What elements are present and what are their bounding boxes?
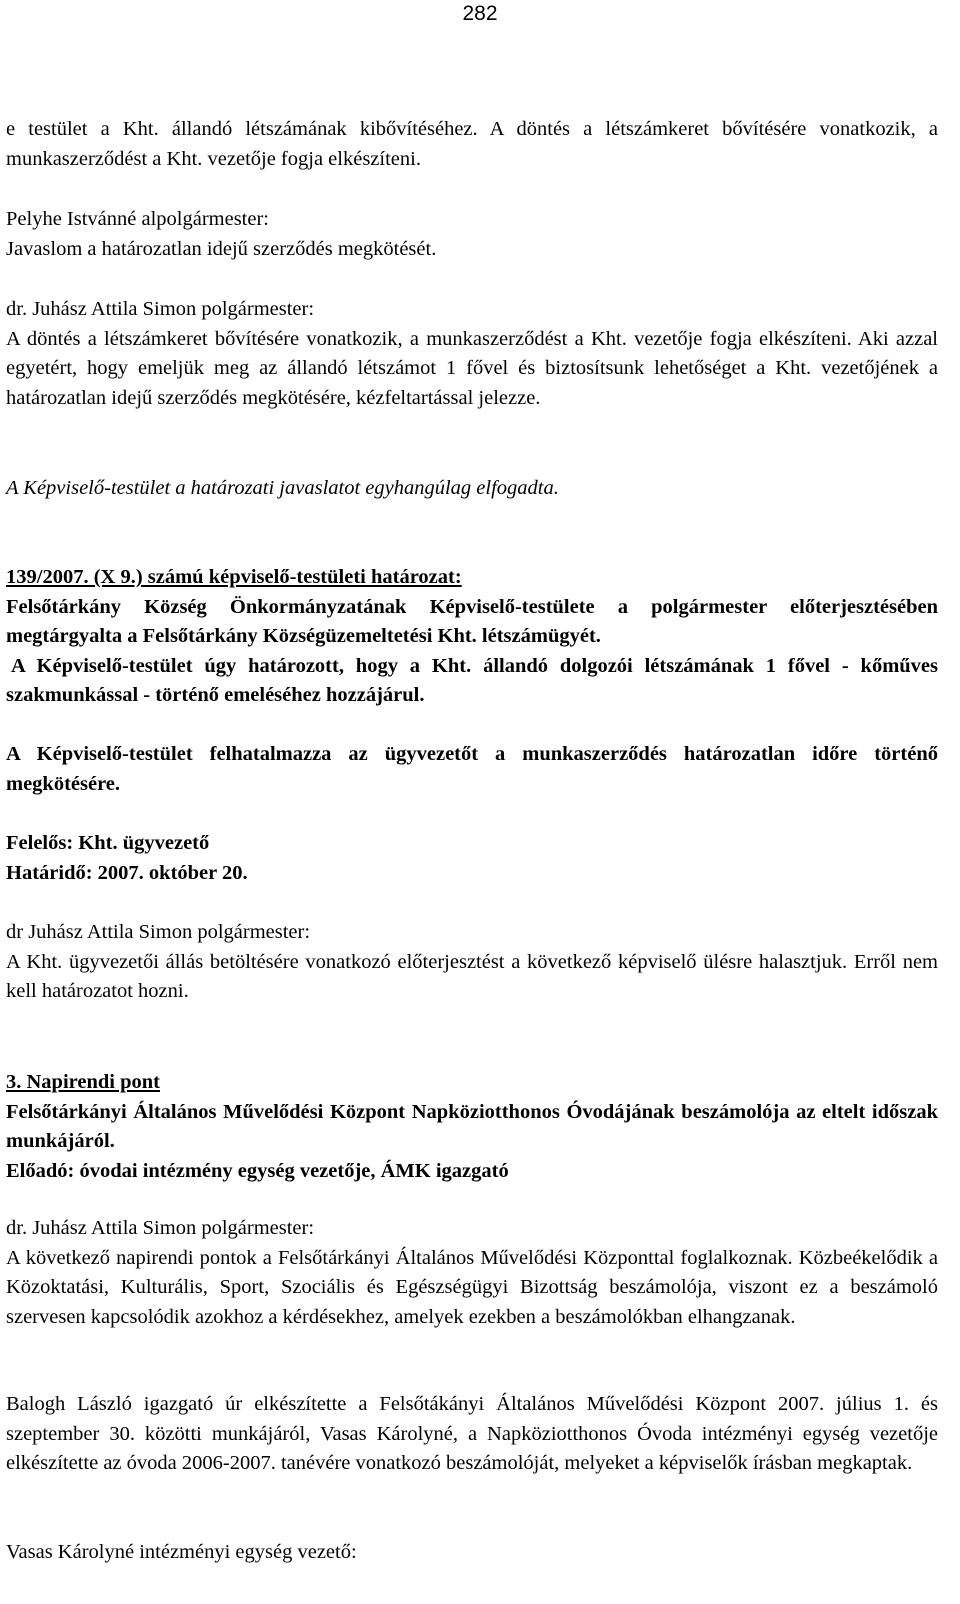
- agenda-label: 3. Napirendi pont: [6, 1071, 160, 1093]
- speaker-label: Pelyhe Istvánné alpolgármester:: [6, 208, 269, 230]
- speaker-label: dr. Juhász Attila Simon polgármester:: [6, 1217, 315, 1239]
- paragraph-mayor-2: [6, 918, 938, 1007]
- speaker-label: dr. Juhász Attila Simon polgármester:: [6, 298, 315, 320]
- resolution-text-2: A Képviselő-testület úgy határozott, hogy a Kht. állandó dolgozói létszámának 1 fővel - kőműves szakmunkással - történő emeléséhez hozzájárul.: [6, 654, 938, 706]
- resolution-deadline: Határidő: 2007. október 20.: [6, 861, 248, 884]
- speaker-label: Vasas Károlyné intézményi egység vezető:: [6, 1541, 357, 1563]
- page-number: 282: [462, 2, 498, 25]
- vote-result: A Képviselő-testület a határozati javaslatot egyhangúlag elfogadta.: [6, 477, 559, 499]
- paragraph-intro: e testület a Kht. állandó létszámának kibővítéséhez. A döntés a létszámkeret bővítésére vonatkozik, a munkaszerződést a Kht. vezetője fogja elkészíteni.: [6, 118, 938, 170]
- resolution-heading: 139/2007. (X 9.) számú képviselő-testületi határozat:: [6, 566, 462, 588]
- speaker-text: A döntés a létszámkeret bővítésére vonatkozik, a munkaszerződést a Kht. vezetője fogja elkészíteni. Aki azzal egyetért, hogy emeljük meg az állandó létszámot 1 fővel és biztosítsunk lehetőséget a Kht. vezetőjének a határozatlan idejű szerződés megkötésére, kézfeltartással jelezze.: [6, 327, 938, 409]
- speaker-text: A következő napirendi pontok a Felsőtárkányi Általános Művelődési Központtal foglalkoznak. Közbeékelődik a Közoktatási, Kulturális, Sport, Szociális és Egészségügyi Bizottság beszámolója, viszont ez a beszámoló szervesen kapcsolódik azokhoz a kérdésekhez, amelyek ezekben a beszámolókban elhangzanak.: [6, 1246, 938, 1328]
- resolution-text-1: Felsőtárkány Község Önkormányzatának Képviselő-testülete a polgármester előterjesztésében megtárgyalta a Felsőtárkány Községüzemeltetési Kht. létszámügyét.: [6, 595, 938, 647]
- speaker-label: dr Juhász Attila Simon polgármester:: [6, 921, 311, 943]
- resolution-responsible: Felelős: Kht. ügyvezető: [6, 832, 210, 854]
- paragraph-reports: Balogh László igazgató úr elkészítette a Felsőtákányi Általános Művelődési Központ 2007. július 1. és szeptember 30. közötti munkájáról, Vasas Károlyné, a Napköziotthonos Óvoda intézményi egység vezetője elkészítette az óvoda 2006-2007. tanévére vonatkozó beszámolóját, melyeket a képviselők írásban megkaptak.: [6, 1393, 938, 1474]
- agenda-item: [6, 1068, 938, 1186]
- resolution-block: [6, 563, 938, 711]
- agenda-title: Felsőtárkányi Általános Művelődési Központ Napköziotthonos Óvodájának beszámolója az eltelt időszak munkájáról.: [6, 1100, 938, 1152]
- resolution-text-3: A Képviselő-testület felhatalmazza az ügyvezetőt a munkaszerződés határozatlan időre történő megkötésére.: [6, 743, 938, 795]
- paragraph-mayor-3: [6, 1214, 938, 1332]
- paragraph-deputy-mayor: [6, 205, 938, 264]
- speaker-text: Javaslom a határozatlan idejű szerződés megkötését.: [6, 237, 437, 260]
- resolution-footer: [6, 829, 938, 888]
- speaker-text: A Kht. ügyvezetői állás betöltésére vonatkozó előterjesztést a következő képviselő ülésre halasztjuk. Erről nem kell határozatot hozni.: [6, 950, 938, 1002]
- paragraph-kindergarten-head: [6, 1538, 938, 1568]
- paragraph-mayor-1: [6, 295, 938, 413]
- agenda-presenter: Előadó: óvodai intézmény egység vezetője, ÁMK igazgató: [6, 1159, 509, 1182]
